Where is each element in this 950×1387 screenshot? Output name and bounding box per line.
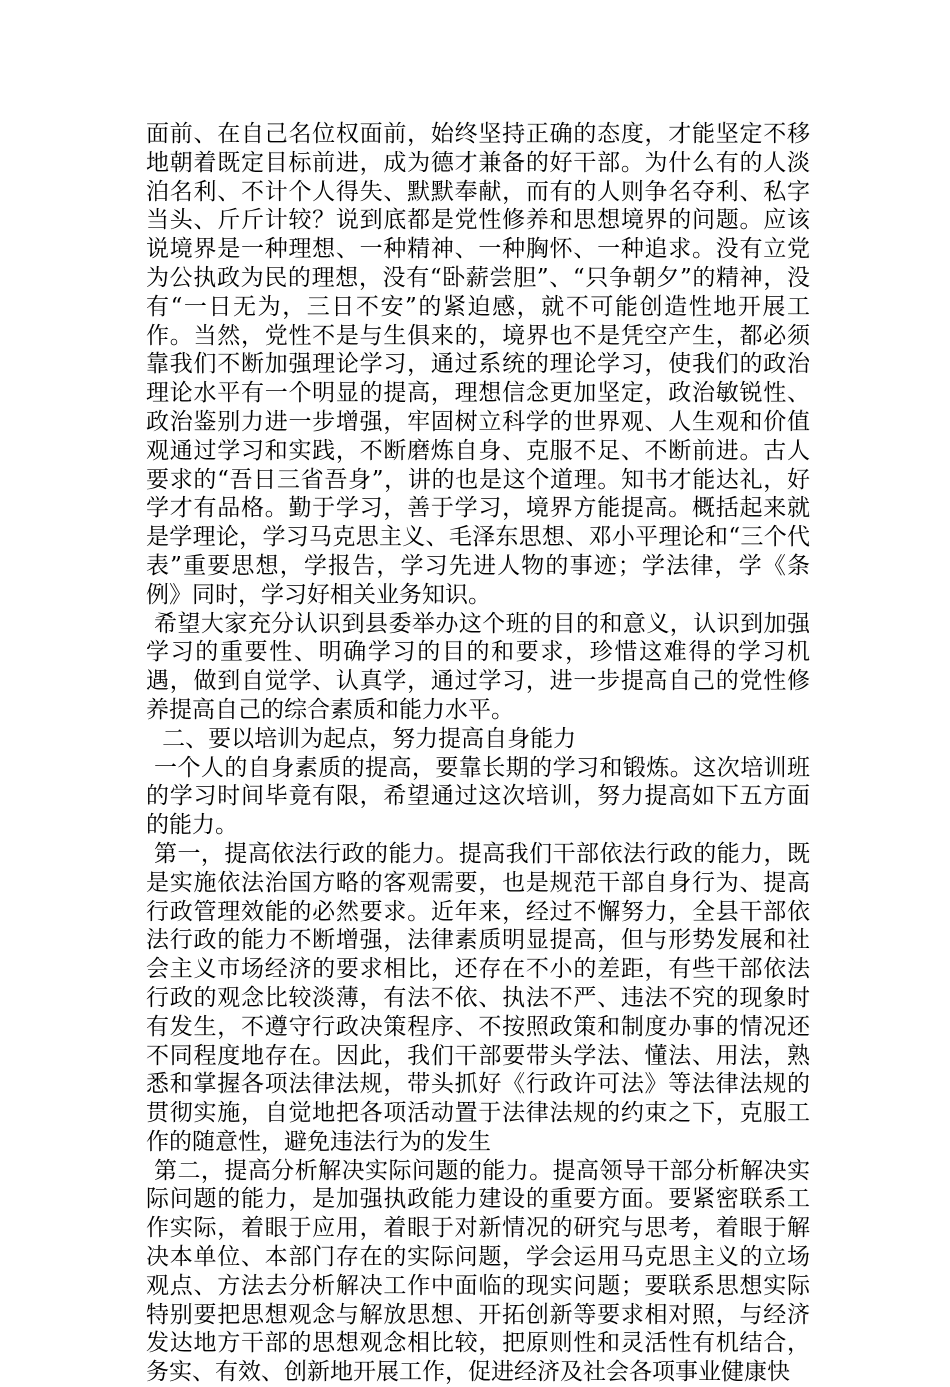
- document-body: [146, 120, 810, 1387]
- paragraph-4: 第一，提高依法行政的能力。提高我们干部依法行政的能力，既是实施依法治国方略的客观需要，也是规范干部自身行为、提高行政管理效能的必然要求。近年来，经过不懈努力，全县干部依法行政的能力不断增强，法律素质明显提高，但与形势发展和社会主义市场经济的要求相比，还存在不小的差距，有些干部依法行政的观念比较淡薄，有法不依、执法不严、违法不究的现象时有发生，不遵守行政决策程序、不按照政策和制度办事的情况还不同程度地存在。因此，我们干部要带头学法、懂法、用法，熟悉和掌握各项法律法规，带头抓好《行政许可法》等法律法规的贯彻实施，自觉地把各项活动置于法律法规的约束之下，克服工作的随意性，避免违法行为的发生: [146, 840, 810, 1155]
- paragraph-2: 希望大家充分认识到县委举办这个班的目的和意义，认识到加强学习的重要性、明确学习的目的和要求，珍惜这难得的学习机遇，做到自觉学、认真学，通过学习，进一步提高自己的党性修养提高自己的综合素质和能力水平。: [146, 610, 810, 723]
- paragraph-1: 面前、在自己名位权面前，始终坚持正确的态度，才能坚定不移地朝着既定目标前进，成为德才兼备的好干部。为什么有的人淡泊名利、不计个人得失、默默奉献，而有的人则争名夺利、私字当头、斤斤计较？说到底都是党性修养和思想境界的问题。应该说境界是一种理想、一种精神、一种胸怀、一种追求。没有立党为公执政为民的理想，没有“卧薪尝胆”、“只争朝夕”的精神，没有“一日无为，三日不安”的紧迫感，就不可能创造性地开展工作。当然，党性不是与生俱来的，境界也不是凭空产生，都必须靠我们不断加强理论学习，通过系统的理论学习，使我们的政治理论水平有一个明显的提高，理想信念更加坚定，政治敏锐性、政治鉴别力进一步增强，牢固树立科学的世界观、人生观和价值观通过学习和实践，不断磨炼自身、克服不足、不断前进。古人要求的“吾日三省吾身”，讲的也是这个道理。知书才能达礼，好学才有品格。勤于学习，善于学习，境界方能提高。概括起来就是学理论，学习马克思主义、毛泽东思想、邓小平理论和“三个代表”重要思想，学报告，学习先进人物的事迹；学法律，学《条例》同时，学习好相关业务知识。: [146, 121, 810, 608]
- section-heading-2: 二、要以培训为起点，努力提高自身能力: [162, 725, 577, 752]
- paragraph-5: 第二，提高分析解决实际问题的能力。提高领导干部分析解决实际问题的能力，是加强执政能力建设的重要方面。要紧密联系工作实际，着眼于应用，着眼于对新情况的研究与思考，着眼于解决本单位、本部门存在的实际问题，学会运用马克思主义的立场观点、方法去分析解决工作中面临的现实问题；要联系思想实际特别要把思想观念与解放思想、开拓创新等要求相对照，与经济发达地方干部的思想观念相比较，把原则性和灵活性有机结合，务实、有效、创新地开展工作，促进经济及社会各项事业健康快: [146, 1157, 810, 1386]
- paragraph-3: 一个人的自身素质的提高，要靠长期的学习和锻炼。这次培训班的学习时间毕竟有限，希望通过这次培训，努力提高如下五方面的能力。: [146, 754, 810, 839]
